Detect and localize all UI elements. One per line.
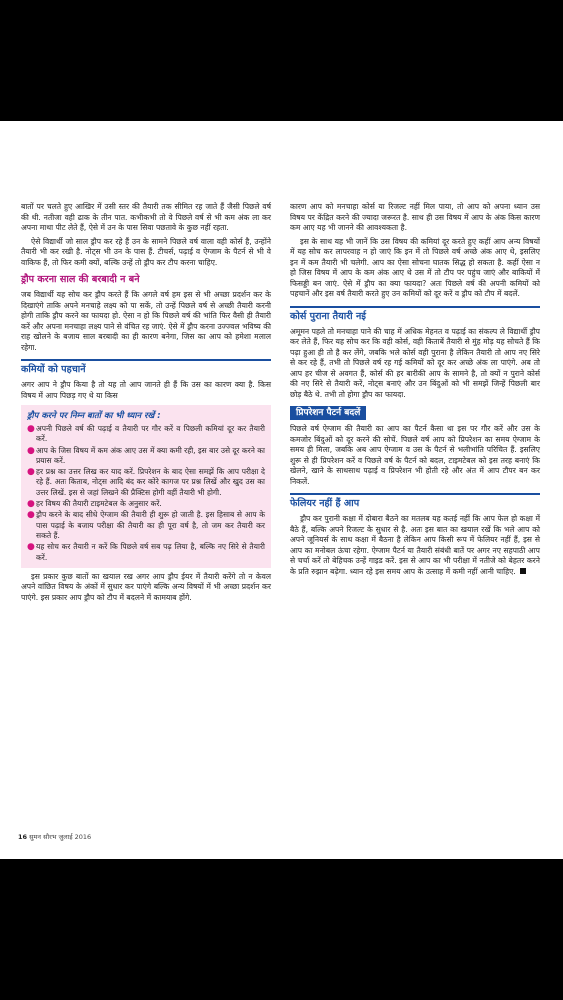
paragraph: अगर आप ने ड्रौप किया है तो यह तो आप जानते ही हैं कि उस का कारण क्या है. किस विषय में आप पिछड़ गए थे या किस — [21, 380, 271, 400]
tips-item: ● अपनी पिछले वर्ष की पढ़ाई व तैयारी पर गौर करें व पिछली कमियां दूर कर तैयारी करें. — [27, 424, 265, 444]
paragraph: पिछले वर्ष ऐग्जाम की तैयारी का आप का पैटर्न कैसा था इस पर गौर करें और उस के कमजोर बिंदुओं को दूर करने की सोचें. पिछले वर्ष आप को प्रिपरेशन का समय ऐग्जाम के समय ही मिला, जबकि अब आप ऐग्जाम व उस के पैटर्न से भलीभांति परिचित हैं. इसलिए शुरू से ही प्रिपरेशन करें व पिछले वर्ष के पैटर्न को बदल, टाइमटेबल को इस तरह बनाएं कि खेलने, खाने के साथसाथ पढ़ाई व प्रिपरेशन भी होती रहे और अंत में आप टौपर बन कर निकलें. — [290, 424, 540, 486]
tips-item: ● ड्रौप करने के बाद सीधे ऐग्जाम की तैयारी ही शुरू हो जाती है. इस हिसाब से आप के पास पढ़ाई के बजाय परीक्षा की तैयारी का ही पूरा वर्ष है, तो जम कर तैयारी कर सकते हैं. — [27, 510, 265, 540]
paragraph: ऐसे विद्यार्थी जो साल ड्रौप कर रहे हैं उन के सामने पिछले वर्ष वाला वही कोर्स है, उन्होंने तैयारी भी कर रखी है. नोट्स भी उन के पास हैं. टीचर्स, पढ़ाई व ऐग्जाम के पैटर्न से भी वे वाकिफ हैं, तो फिर कमी क्यों, बल्कि उन्हें तो ड्रौप कर टौप करना चाहिए. — [21, 236, 271, 267]
magazine-page — [0, 121, 563, 859]
section-heading: ड्रौप करना साल की बरबादी न बने — [21, 274, 140, 285]
section-heading: कोर्स पुराना तैयारी नई — [290, 306, 540, 323]
paragraph: अमूमन पहले तो मनचाहा पाने की चाह में अधिक मेहनत व पढ़ाई का संकल्प ले विद्यार्थी ड्रौप कर लेते हैं, फिर यह सोच कर कि वही कोर्स, वही किताबें तैयारी से मुंह मोड़ यह सोचते हैं कि पढ़ा हुआ ही तो है कर लेंगे, जबकि भले कोर्स वही पुराना है लेकिन तैयारी तो आप नए सिरे से कर रहे हैं, तभी तो पिछले वर्ष रह गई कमियों को दूर कर अच्छे अंक ला पाएंगे. अब तो आप हर चीज से अवगत हैं, कोर्स की हर बारीकी आप के सामने है, तो क्यों न पुराने कोर्स की नए सिरे से तैयारी करें, नोट्स बनाएं और उन बिंदुओं को भी समझें जिन्हें पिछली बार छोड़ बैठे थे. तभी तो होगा ड्रौप का फायदा. — [290, 326, 540, 399]
tips-item: ● आप के जिस विषय में कम अंक आए उस में क्या कमी रही, इस बार उसे दूर करने का प्रयास करें. — [27, 445, 265, 465]
page-footer — [18, 832, 91, 841]
paragraph: ड्रौप कर पुरानी कक्षा में दोबारा बैठने का मतलब यह कतई नहीं कि आप फेल हो कक्षा में बैठे हैं, बल्कि अपने रिजल्ट के सुधार से है. अतः इस बात का खयाल रखें कि भले आप को अपने जूनियर्स के साथ कक्षा में बैठना है लेकिन आप किसी रूप में फेलियर नहीं हैं, इस से आप का मनोबल ऊंचा रहेगा. ऐग्जाम पैटर्न या तैयारी संबंधी बातें पर अगर नए सहपाठी आप से चर्चा करें तो बेहिचक उन्हें गाइड करें. इस से आप का भी परीक्षा में नतीजे को बेहतर करने के प्रति रुझान बढ़ेगा. ध्यान रहे इस समय आप के उत्साह में कमी नहीं आनी चाहिए. — [290, 514, 540, 576]
bullet-icon: ● — [27, 499, 35, 510]
paragraph: इस के साथ यह भी जानें कि उस विषय की कमियां दूर करते हुए कहीं आप अन्य विषयों में यह सोच कर लापरवाह न हो जाएं कि इन में तो पिछले वर्ष अच्छे अंक आए थे, इसलिए इन में कम तैयारी भी चलेगी. आप का ऐसा सोचना घातक सिद्ध हो सकता है. कहीं ऐसा न हो जिस विषय में आप के कम अंक आए थे उस में तो टौप पर पहुंच जाएं और बाकियों में फिसड्डी बन जाएं. ऐसे में ड्रौप का क्या फायदा? अतः पिछले वर्ष की अपनी कमियों को पहचानें और इस वर्ष तैयारी करते हुए उन कमियों को दूर करें व ड्रौप को टौप में बदलें. — [290, 236, 540, 298]
tips-box — [21, 405, 271, 568]
tips-item: ● हर विषय की तैयारी टाइमटेबल के अनुसार करें. — [27, 499, 162, 510]
magazine-name: सुमन सौरभ जुलाई 2016 — [29, 833, 92, 841]
page-number: 16 — [18, 833, 28, 841]
paragraph: बातों पर चलते हुए आखिर में उसी स्तर की तैयारी तक सीमित रह जाते हैं जैसी पिछले वर्ष की थी. नतीजा वही ढाक के तीन पात. कभीकभी तो वे पिछले वर्ष से भी कम अंक ला कर अपना माथा पीट लेते हैं, ऐसे में उन के पास सिवा पछतावे के कुछ नहीं रहता. — [21, 202, 271, 232]
paragraph: इस प्रकार कुछ बातों का खयाल रख अगर आप ड्रौप ईयर में तैयारी करेंगे तो न केवल अपने वांछित विषय के अंकों में सुधार कर पाएंगे बल्कि अन्य विषयों में भी अच्छा प्रदर्शन कर पाएंगे. इस प्रकार आप ड्रौप को टौप में बदलने में कामयाब होंगे. — [21, 571, 271, 602]
section-heading: प्रिपरेशन पैटर्न बदलें — [290, 406, 540, 420]
tips-item: ● हर प्रश्न का उत्तर लिख कर याद करें. प्रिपरेशन के बाद ऐसा समझें कि आप परीक्षा दे रहे हैं. अतः किताब, नोट्स आदि बंद कर कोरे कागज पर प्रश्न लिखें और खुद उस का उत्तर लिखें. इस से जहां लिखने की प्रैक्टिस होगी वहीं तैयारी भी होगी. — [27, 467, 265, 497]
right-column — [290, 202, 540, 580]
end-mark-icon — [520, 568, 526, 574]
section-heading: फेलियर नहीं हैं आप — [290, 493, 540, 510]
tips-item: ● यह सोच कर तैयारी न करें कि पिछले वर्ष सब पढ़ लिया है, बल्कि नए सिरे से तैयारी करें. — [27, 542, 265, 562]
bullet-icon: ● — [27, 467, 35, 478]
bullet-icon: ● — [27, 424, 35, 434]
bullet-icon: ● — [27, 445, 35, 456]
tips-box-title: ड्रौप करने पर निम्न बातों का भी ध्यान रखें : — [27, 410, 161, 420]
tips-list — [27, 424, 265, 563]
section-heading: कमियों को पहचानें — [21, 359, 271, 376]
left-column — [21, 202, 271, 606]
bullet-icon: ● — [27, 542, 35, 553]
bullet-icon: ● — [27, 510, 35, 521]
paragraph: जब विद्यार्थी यह सोच कर ड्रौप करते हैं कि अगले वर्ष हम इस से भी अच्छा प्रदर्शन कर के दिखाएंगे ताकि अपने मनचाहे लक्ष्य को पा सकें, तो उन्हें पिछले वर्ष से अच्छी तैयारी करनी होगी ताकि ड्रौप करने का फायदा हो. ऐसा न हो कि पिछले वर्ष की भांति फिर वैसी ही तैयारी करें और अपना मनचाहा लक्ष्य पाने से वंचित रह जाएं. ऐसे में ड्रौप करना उज्ज्वल भविष्य की राह खोलने के बजाय साल बरबादी का ही कारण बनेगा, जिस का आप को हमेशा मलाल रहेगा. — [21, 290, 271, 352]
paragraph: कारण आप को मनचाहा कोर्स या रिजल्ट नहीं मिल पाया, तो आप को अपना ध्यान उस विषय पर केंद्रित करने की ज्यादा जरूरत है. साथ ही उस विषय में आप के अंक किस कारण कम आए यह भी जानने की आवश्यकता है. — [290, 202, 540, 232]
